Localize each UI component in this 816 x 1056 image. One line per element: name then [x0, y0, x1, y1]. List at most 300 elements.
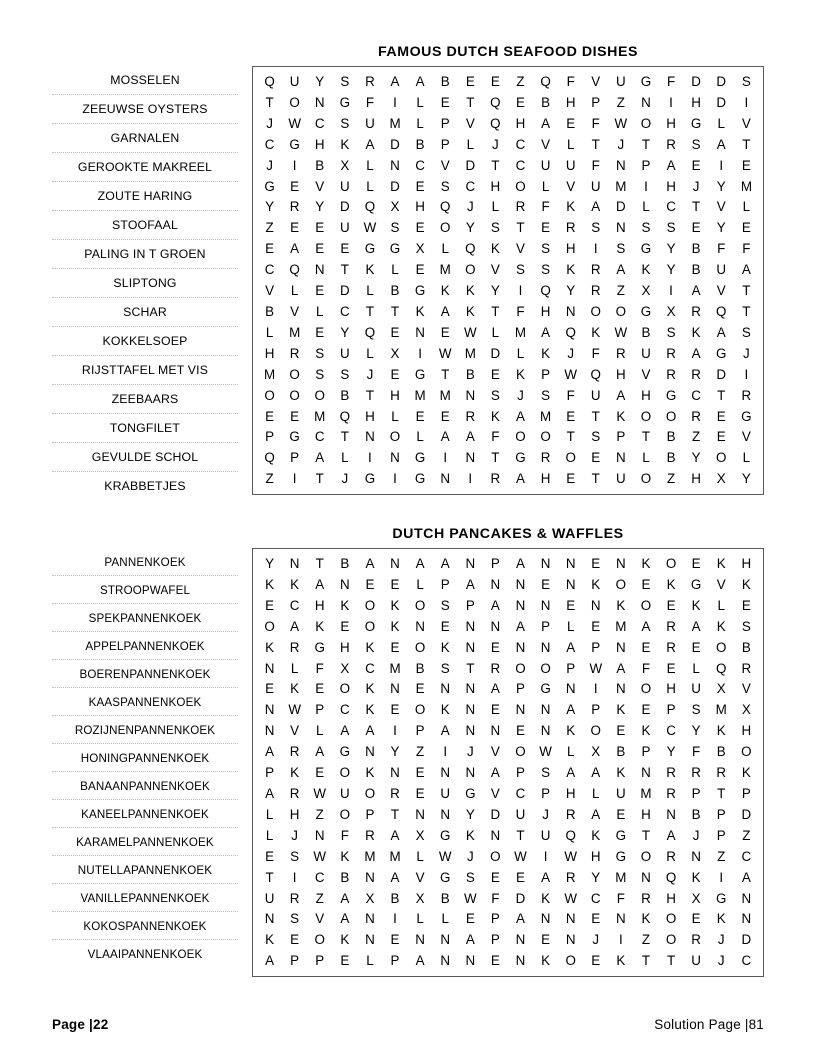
grid-cell[interactable]: E [265, 408, 275, 424]
grid-cell[interactable]: L [491, 324, 500, 340]
grid-cell[interactable]: X [716, 681, 726, 697]
grid-cell[interactable]: W [564, 848, 577, 864]
grid-cell[interactable]: K [265, 932, 275, 948]
word-list-item[interactable]: VANILLEPANNENKOEK [52, 884, 238, 912]
grid-cell[interactable]: R [590, 283, 601, 299]
grid-cell[interactable]: H [490, 178, 501, 194]
grid-cell[interactable]: E [315, 220, 325, 236]
grid-cell[interactable]: E [265, 848, 275, 864]
grid-cell[interactable]: L [491, 199, 500, 215]
grid-cell[interactable]: A [541, 324, 551, 340]
word-list-item[interactable]: ZEEBAARS [52, 385, 238, 414]
grid-cell[interactable]: K [290, 765, 300, 781]
grid-cell[interactable]: R [365, 74, 375, 89]
grid-cell[interactable]: T [742, 283, 751, 299]
grid-cell[interactable]: S [641, 220, 651, 236]
grid-cell[interactable]: O [414, 702, 426, 718]
grid-cell[interactable]: N [365, 911, 375, 927]
grid-cell[interactable]: A [616, 262, 626, 278]
grid-cell[interactable]: P [490, 556, 500, 571]
grid-cell[interactable]: N [616, 157, 626, 173]
grid-cell[interactable]: R [691, 408, 701, 424]
grid-cell[interactable]: V [490, 262, 500, 278]
word-list-item[interactable]: KARAMELPANNENKOEK [52, 828, 238, 856]
grid-cell[interactable]: X [641, 283, 651, 299]
grid-cell[interactable]: H [565, 94, 576, 110]
grid-cell[interactable]: K [365, 639, 375, 655]
grid-cell[interactable]: I [468, 471, 473, 487]
grid-cell[interactable]: F [365, 94, 375, 110]
grid-cell[interactable]: A [516, 618, 525, 634]
grid-cell[interactable]: K [616, 408, 626, 424]
grid-cell[interactable]: R [666, 765, 676, 781]
grid-cell[interactable]: S [340, 366, 350, 382]
grid-cell[interactable]: I [719, 157, 724, 173]
grid-cell[interactable]: F [591, 115, 600, 131]
word-list-item[interactable]: SPEKPANNENKOEK [52, 604, 238, 632]
grid-cell[interactable]: H [641, 806, 651, 822]
grid-cell[interactable]: O [289, 387, 300, 403]
word-list-item[interactable]: STOOFAAL [52, 211, 238, 240]
grid-cell[interactable]: J [366, 366, 374, 382]
grid-cell[interactable]: D [616, 199, 626, 215]
grid-cell[interactable]: O [439, 220, 451, 236]
grid-cell[interactable]: N [741, 911, 752, 927]
grid-cell[interactable]: B [716, 744, 726, 760]
grid-cell[interactable]: E [516, 94, 525, 110]
grid-cell[interactable]: N [264, 702, 275, 718]
grid-cell[interactable]: O [615, 303, 627, 319]
grid-cell[interactable]: Q [716, 660, 727, 676]
grid-cell[interactable]: E [315, 241, 325, 257]
grid-cell[interactable]: T [566, 429, 575, 445]
grid-cell[interactable]: H [565, 785, 576, 801]
grid-cell[interactable]: P [591, 94, 601, 110]
grid-cell[interactable]: B [440, 890, 450, 906]
grid-cell[interactable]: X [716, 471, 726, 487]
grid-cell[interactable]: G [339, 744, 351, 760]
word-list-item[interactable]: KOKOSPANNENKOEK [52, 912, 238, 940]
grid-cell[interactable]: E [415, 220, 425, 236]
grid-cell[interactable]: T [641, 429, 651, 445]
grid-cell[interactable]: N [465, 387, 476, 403]
grid-cell[interactable]: T [365, 387, 375, 403]
grid-cell[interactable]: N [515, 932, 526, 948]
grid-cell[interactable]: N [390, 556, 400, 571]
grid-cell[interactable]: O [540, 660, 551, 676]
grid-cell[interactable]: O [414, 639, 426, 655]
grid-cell[interactable]: O [364, 785, 376, 801]
grid-cell[interactable]: O [314, 932, 325, 948]
grid-cell[interactable]: C [339, 303, 350, 319]
grid-cell[interactable]: C [339, 702, 350, 718]
grid-cell[interactable]: B [315, 157, 325, 173]
grid-cell[interactable]: N [365, 744, 375, 760]
grid-cell[interactable]: A [490, 597, 500, 613]
grid-cell[interactable]: F [566, 74, 575, 89]
grid-cell[interactable]: Q [490, 94, 501, 110]
grid-cell[interactable]: E [340, 618, 350, 634]
grid-cell[interactable]: A [315, 450, 325, 466]
grid-cell[interactable]: W [514, 848, 527, 864]
grid-cell[interactable]: E [566, 471, 576, 487]
grid-cell[interactable]: E [465, 911, 475, 927]
grid-cell[interactable]: L [316, 303, 324, 319]
grid-cell[interactable]: N [264, 723, 275, 739]
grid-cell[interactable]: B [415, 136, 425, 152]
grid-cell[interactable]: J [717, 932, 725, 948]
grid-cell[interactable]: T [390, 303, 400, 319]
grid-cell[interactable]: K [490, 241, 500, 257]
grid-cell[interactable]: A [591, 806, 601, 822]
grid-cell[interactable]: U [540, 827, 551, 843]
grid-cell[interactable]: C [314, 115, 325, 131]
grid-cell[interactable]: B [390, 283, 400, 299]
grid-cell[interactable]: Z [742, 827, 751, 843]
grid-cell[interactable]: V [641, 366, 651, 382]
word-list-item[interactable]: KRABBETJES [104, 479, 186, 493]
grid-cell[interactable]: H [666, 890, 676, 906]
grid-cell[interactable]: V [541, 136, 551, 152]
grid-cell[interactable]: U [540, 157, 551, 173]
word-list-item[interactable]: SCHAR [52, 298, 238, 327]
grid-cell[interactable]: C [666, 723, 676, 739]
grid-cell[interactable]: U [339, 178, 350, 194]
grid-cell[interactable]: J [717, 953, 725, 969]
grid-cell[interactable]: L [516, 345, 525, 361]
grid-cell[interactable]: R [691, 765, 701, 781]
grid-cell[interactable]: Y [741, 471, 751, 487]
grid-cell[interactable]: L [366, 178, 374, 194]
grid-cell[interactable]: W [614, 324, 628, 340]
word-list-item[interactable]: MOSSELEN [52, 66, 238, 95]
grid-cell[interactable]: O [565, 953, 576, 969]
grid-cell[interactable]: W [564, 366, 577, 382]
grid-cell[interactable]: B [641, 324, 651, 340]
word-list-item[interactable]: ZOUTE HARING [52, 182, 238, 211]
grid-cell[interactable]: N [465, 953, 476, 969]
grid-cell[interactable]: E [390, 366, 400, 382]
grid-cell[interactable]: H [314, 136, 325, 152]
grid-cell[interactable]: G [465, 785, 476, 801]
grid-cell[interactable]: L [316, 723, 324, 739]
grid-cell[interactable]: P [365, 806, 375, 822]
grid-cell[interactable]: F [641, 660, 651, 676]
grid-cell[interactable]: S [440, 178, 450, 194]
word-list-item[interactable]: BANAANPANNENKOEK [52, 772, 238, 800]
grid-cell[interactable]: E [691, 639, 701, 655]
grid-cell[interactable]: P [390, 953, 400, 969]
grid-cell[interactable]: E [641, 576, 651, 592]
grid-cell[interactable]: P [641, 157, 651, 173]
grid-cell[interactable]: V [440, 157, 450, 173]
grid-cell[interactable]: X [340, 660, 350, 676]
grid-cell[interactable]: C [666, 199, 676, 215]
grid-cell[interactable]: T [641, 827, 651, 843]
grid-cell[interactable]: E [315, 283, 325, 299]
grid-cell[interactable]: G [665, 387, 677, 403]
grid-cell[interactable]: P [465, 597, 475, 613]
grid-cell[interactable]: O [465, 262, 476, 278]
grid-cell[interactable]: E [741, 597, 751, 613]
grid-cell[interactable]: J [592, 932, 600, 948]
grid-cell[interactable]: L [642, 450, 650, 466]
grid-cell[interactable]: G [741, 408, 752, 424]
grid-cell[interactable]: O [515, 178, 526, 194]
grid-cell[interactable]: S [691, 136, 701, 152]
grid-cell[interactable]: C [365, 660, 375, 676]
grid-cell[interactable]: E [265, 681, 275, 697]
grid-cell[interactable]: L [466, 136, 475, 152]
grid-cell[interactable]: F [692, 744, 701, 760]
grid-cell[interactable]: P [691, 785, 701, 801]
grid-cell[interactable]: A [691, 345, 701, 361]
grid-cell[interactable]: A [315, 744, 325, 760]
grid-cell[interactable]: K [340, 136, 350, 152]
grid-cell[interactable]: E [415, 765, 425, 781]
grid-cell[interactable]: L [441, 911, 449, 927]
grid-cell[interactable]: S [666, 324, 676, 340]
grid-cell[interactable]: Y [315, 74, 325, 89]
grid-cell[interactable]: A [365, 556, 375, 571]
grid-cell[interactable]: U [339, 220, 350, 236]
grid-cell[interactable]: E [340, 241, 350, 257]
grid-cell[interactable]: N [465, 765, 476, 781]
grid-cell[interactable]: J [617, 136, 625, 152]
grid-cell[interactable]: I [644, 178, 648, 194]
grid-cell[interactable]: E [440, 324, 450, 340]
grid-cell[interactable]: K [541, 890, 551, 906]
grid-cell[interactable]: K [465, 303, 475, 319]
grid-cell[interactable]: B [340, 869, 350, 885]
grid-cell[interactable]: I [443, 450, 448, 466]
grid-cell[interactable]: D [390, 136, 400, 152]
grid-cell[interactable]: N [641, 765, 651, 781]
grid-cell[interactable]: B [541, 94, 551, 110]
grid-cell[interactable]: M [389, 115, 401, 131]
grid-cell[interactable]: K [566, 723, 576, 739]
grid-cell[interactable]: R [289, 785, 300, 801]
grid-cell[interactable]: K [716, 911, 726, 927]
grid-cell[interactable]: L [416, 115, 424, 131]
grid-cell[interactable]: E [465, 74, 475, 89]
grid-cell[interactable]: U [716, 262, 727, 278]
grid-cell[interactable]: W [438, 848, 452, 864]
word-list-item[interactable]: RIJSTTAFEL MET VIS [52, 356, 238, 385]
word-list-item[interactable]: KOKKELSOEP [52, 327, 238, 356]
grid-cell[interactable]: W [363, 220, 377, 236]
grid-cell[interactable]: N [666, 806, 676, 822]
grid-cell[interactable]: F [591, 157, 600, 173]
grid-cell[interactable]: Z [516, 74, 525, 89]
grid-cell[interactable]: K [616, 765, 626, 781]
grid-cell[interactable]: F [717, 241, 726, 257]
grid-cell[interactable]: L [566, 618, 575, 634]
grid-cell[interactable]: P [440, 576, 450, 592]
grid-cell[interactable]: I [393, 723, 397, 739]
grid-cell[interactable]: G [414, 283, 426, 299]
grid-cell[interactable]: X [691, 890, 701, 906]
grid-cell[interactable]: A [390, 74, 400, 89]
grid-cell[interactable]: O [540, 429, 551, 445]
grid-cell[interactable]: K [541, 953, 551, 969]
grid-cell[interactable]: E [490, 74, 500, 89]
grid-cell[interactable]: S [741, 618, 751, 634]
grid-cell[interactable]: C [590, 890, 601, 906]
grid-cell[interactable]: Z [315, 890, 324, 906]
grid-cell[interactable]: O [414, 597, 426, 613]
grid-cell[interactable]: E [591, 556, 601, 571]
grid-cell[interactable]: E [741, 157, 751, 173]
grid-cell[interactable]: O [515, 744, 526, 760]
grid-cell[interactable]: N [314, 827, 325, 843]
grid-cell[interactable]: A [741, 262, 751, 278]
grid-cell[interactable]: I [292, 471, 297, 487]
grid-cell[interactable]: A [691, 283, 701, 299]
grid-cell[interactable]: A [591, 199, 601, 215]
grid-cell[interactable]: V [716, 199, 726, 215]
grid-cell[interactable]: H [314, 597, 325, 613]
grid-cell[interactable]: L [742, 199, 751, 215]
grid-cell[interactable]: W [539, 744, 552, 760]
grid-cell[interactable]: N [465, 556, 476, 571]
grid-cell[interactable]: Q [565, 324, 576, 340]
grid-cell[interactable]: D [339, 199, 350, 215]
grid-cell[interactable]: L [566, 744, 575, 760]
grid-cell[interactable]: O [364, 618, 376, 634]
grid-cell[interactable]: A [516, 911, 525, 927]
grid-cell[interactable]: R [666, 366, 676, 382]
grid-cell[interactable]: N [415, 932, 425, 948]
grid-cell[interactable]: O [716, 450, 727, 466]
grid-cell[interactable]: A [541, 869, 551, 885]
grid-cell[interactable]: V [415, 869, 425, 885]
grid-cell[interactable]: L [391, 408, 399, 424]
grid-cell[interactable]: I [669, 94, 673, 110]
grid-cell[interactable]: Q [540, 283, 551, 299]
grid-cell[interactable]: R [540, 450, 551, 466]
grid-cell[interactable]: N [465, 618, 476, 634]
grid-cell[interactable]: M [439, 387, 451, 403]
grid-cell[interactable]: F [742, 241, 751, 257]
grid-cell[interactable]: T [591, 136, 600, 152]
grid-cell[interactable]: X [415, 241, 425, 257]
grid-cell[interactable]: E [591, 618, 601, 634]
grid-cell[interactable]: M [540, 408, 552, 424]
grid-cell[interactable]: Z [265, 220, 274, 236]
grid-cell[interactable]: W [614, 115, 628, 131]
grid-cell[interactable]: L [366, 953, 374, 969]
grid-cell[interactable]: P [516, 681, 525, 697]
grid-cell[interactable]: Y [666, 241, 676, 257]
grid-cell[interactable]: I [669, 283, 673, 299]
grid-cell[interactable]: H [691, 94, 701, 110]
grid-cell[interactable]: V [741, 681, 751, 697]
grid-cell[interactable]: N [565, 576, 576, 592]
grid-cell[interactable]: Y [691, 450, 701, 466]
grid-cell[interactable]: J [466, 848, 474, 864]
grid-cell[interactable]: N [540, 702, 551, 718]
grid-cell[interactable]: K [365, 765, 375, 781]
grid-cell[interactable]: O [590, 303, 601, 319]
grid-cell[interactable]: P [741, 785, 751, 801]
grid-cell[interactable]: N [540, 911, 551, 927]
grid-cell[interactable]: S [666, 220, 676, 236]
grid-cell[interactable]: F [566, 387, 575, 403]
grid-cell[interactable]: P [440, 115, 450, 131]
grid-cell[interactable]: K [415, 303, 425, 319]
grid-cell[interactable]: G [414, 450, 426, 466]
grid-cell[interactable]: U [616, 74, 626, 89]
grid-cell[interactable]: K [616, 702, 626, 718]
grid-cell[interactable]: N [440, 471, 451, 487]
grid-cell[interactable]: N [490, 576, 501, 592]
grid-cell[interactable]: K [691, 597, 701, 613]
grid-cell[interactable]: L [642, 199, 650, 215]
grid-cell[interactable]: E [315, 681, 325, 697]
grid-cell[interactable]: E [390, 639, 400, 655]
grid-cell[interactable]: T [591, 408, 600, 424]
grid-cell[interactable]: I [744, 366, 749, 382]
grid-cell[interactable]: O [741, 744, 752, 760]
grid-cell[interactable]: H [741, 723, 752, 739]
grid-cell[interactable]: J [466, 744, 474, 760]
grid-cell[interactable]: E [591, 911, 601, 927]
grid-cell[interactable]: V [465, 115, 475, 131]
grid-cell[interactable]: L [692, 660, 700, 676]
grid-cell[interactable]: E [616, 806, 626, 822]
grid-cell[interactable]: T [666, 953, 676, 969]
grid-cell[interactable]: S [340, 115, 350, 131]
grid-cell[interactable]: N [415, 618, 425, 634]
grid-cell[interactable]: L [290, 283, 299, 299]
grid-cell[interactable]: G [389, 241, 401, 257]
grid-cell[interactable]: A [516, 556, 525, 571]
grid-cell[interactable]: N [390, 765, 400, 781]
grid-cell[interactable]: R [565, 806, 576, 822]
grid-cell[interactable]: U [590, 178, 601, 194]
grid-cell[interactable]: N [616, 556, 626, 571]
grid-cell[interactable]: A [315, 576, 325, 592]
grid-cell[interactable]: U [565, 157, 576, 173]
grid-cell[interactable]: K [265, 576, 275, 592]
grid-cell[interactable]: N [465, 702, 476, 718]
grid-cell[interactable]: N [691, 848, 701, 864]
grid-cell[interactable]: I [393, 94, 397, 110]
grid-cell[interactable]: N [590, 597, 601, 613]
grid-cell[interactable]: I [368, 450, 372, 466]
grid-cell[interactable]: R [289, 199, 300, 215]
grid-cell[interactable]: X [415, 827, 425, 843]
grid-cell[interactable]: X [390, 345, 400, 361]
grid-cell[interactable]: O [640, 681, 652, 697]
grid-cell[interactable]: R [666, 639, 676, 655]
grid-cell[interactable]: U [289, 74, 300, 89]
grid-cell[interactable]: H [691, 471, 701, 487]
grid-cell[interactable]: A [616, 387, 626, 403]
grid-cell[interactable]: A [440, 556, 450, 571]
grid-cell[interactable]: C [741, 848, 752, 864]
grid-cell[interactable]: C [314, 429, 325, 445]
grid-cell[interactable]: W [463, 324, 477, 340]
grid-cell[interactable]: P [290, 953, 300, 969]
grid-cell[interactable]: E [390, 702, 400, 718]
grid-cell[interactable]: S [516, 262, 525, 278]
grid-cell[interactable]: O [289, 366, 300, 382]
grid-cell[interactable]: E [490, 953, 500, 969]
grid-cell[interactable]: L [416, 848, 424, 864]
grid-cell[interactable]: X [365, 890, 375, 906]
